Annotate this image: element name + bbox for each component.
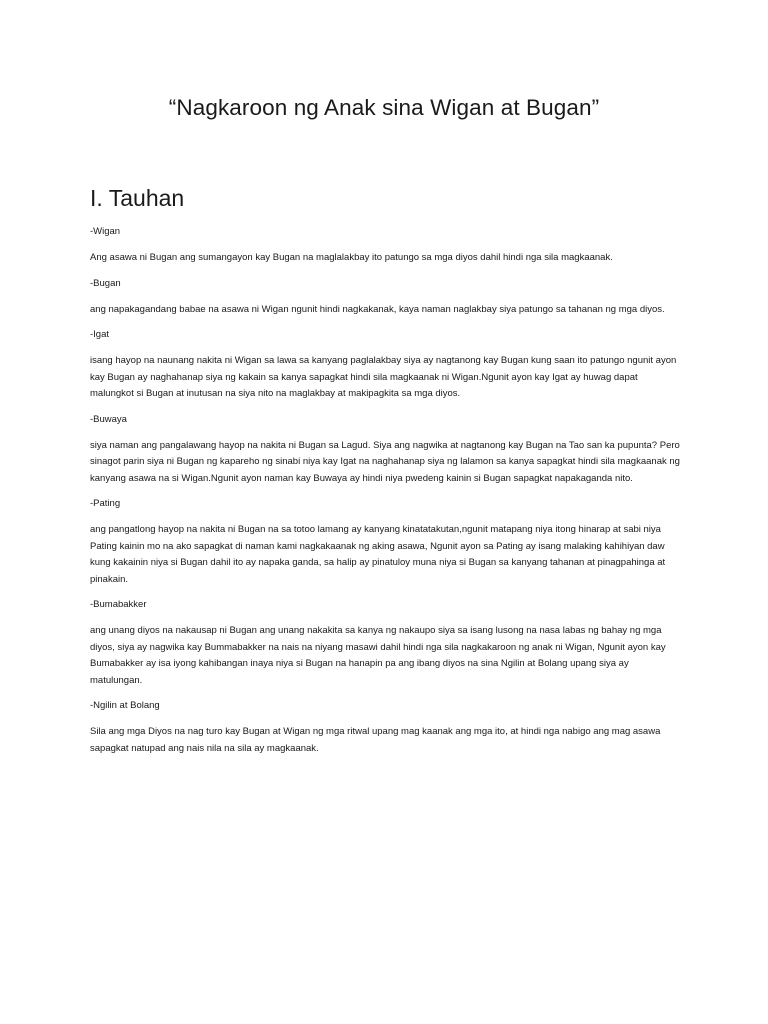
character-entry-bumabakker	[90, 598, 682, 689]
character-entry-bugan	[90, 277, 682, 319]
character-entry-ngilin-at-bolang	[90, 699, 682, 757]
character-name: -Buwaya	[90, 413, 127, 425]
character-name: -Ngilin at Bolang	[90, 700, 160, 711]
character-description: ang napakagandang babae na asawa ni Wigan ngunit hindi nagkakanak, kaya naman naglakbay siya patungo sa tahanan ng mga diyos.	[90, 303, 665, 315]
character-entry-buwaya	[90, 413, 682, 488]
character-description: siya naman ang pangalawang hayop na nakita ni Bugan sa Lagud. Siya ang nagwika at nagtanong kay Bugan na Tao san ka pupunta? Pero sinagot parin siya ni Bugan ng kapareho ng sinabi niya kay Igat na naghahanap siya ng lalamon sa kanya sapagkat hindi sila magkaanak ng kanyang asawa na si Wigan.Ngunit ayon naman kay Buwaya ay hindi niya pwedeng kainin si Bugan sapagkat napakaganda nito.	[90, 439, 680, 484]
character-name: -Bumabakker	[90, 599, 147, 610]
character-description: Ang asawa ni Bugan ang sumangayon kay Bugan na maglalakbay ito patungo sa mga diyos dahil hindi nga sila magkaanak.	[90, 252, 613, 263]
character-entry-igat	[90, 328, 682, 403]
character-name: -Igat	[90, 329, 110, 340]
character-description: isang hayop na naunang nakita ni Wigan sa lawa sa kanyang paglalakbay siya ay nagtanong kay Bugan kung saan ito patungo ngunit ayon kay Bugan ay naghahanap siya ng kakain sa kanya sapagkat hindi sila magkaanak ni Wigan.Ngunit ayon kay Igat ay huwag dapat malungkot si Bugan at inutusan na siya nito na maglakbay at makipagkita sa mga diyos.	[90, 355, 677, 399]
character-list	[90, 225, 682, 767]
character-description: ang unang diyos na nakausap ni Bugan ang unang nakakita sa kanya ng nakaupo siya sa isang lusong na nasa labas ng bahay ng mga diyos, siya ay nagwika kay Bummabakker na nais na niyang masawi dahil hindi nga sila nagkakaroon ng anak ni Wigan, Ngunit ayon kay Bumabakker ay isa iyong kahibangan inaya niya si Bugan na hanapin pa ang ibang diyos na sina Ngilin at Bolang upang siya ay matulungan.	[90, 625, 666, 686]
character-name: -Pating	[90, 498, 121, 509]
character-entry-pating	[90, 497, 682, 588]
character-description: Sila ang mga Diyos na nag turo kay Bugan at Wigan ng mga ritwal upang mag kaanak ang mga ito, at hindi nga nabigo ang mag asawa sapagkat natupad ang nais nila na sila ay magkaanak.	[90, 726, 661, 754]
character-entry-wigan	[90, 225, 682, 267]
character-name: -Bugan	[90, 277, 121, 289]
character-name: -Wigan	[90, 226, 121, 237]
character-description: ang pangatlong hayop na nakita ni Bugan na sa totoo lamang ay kanyang kinatatakutan,ngunit matapang niya itong hinarap at sabi niya Pating kainin mo na ako sapagkat di naman kami nagkakaanak ng aking asawa, Ngunit ayon sa Pating ay isang malaking kahihiyan daw kung kakainin niya si Bugan dahil ito ay napaka ganda, sa halip ay pinatuloy muna niya si Bugan sa kanyang tahanan at pinagpahinga at pinakain.	[90, 524, 666, 585]
section-heading: I. Tauhan	[90, 185, 185, 211]
document-title: “Nagkaroon ng Anak sina Wigan at Bugan”	[168, 95, 600, 120]
